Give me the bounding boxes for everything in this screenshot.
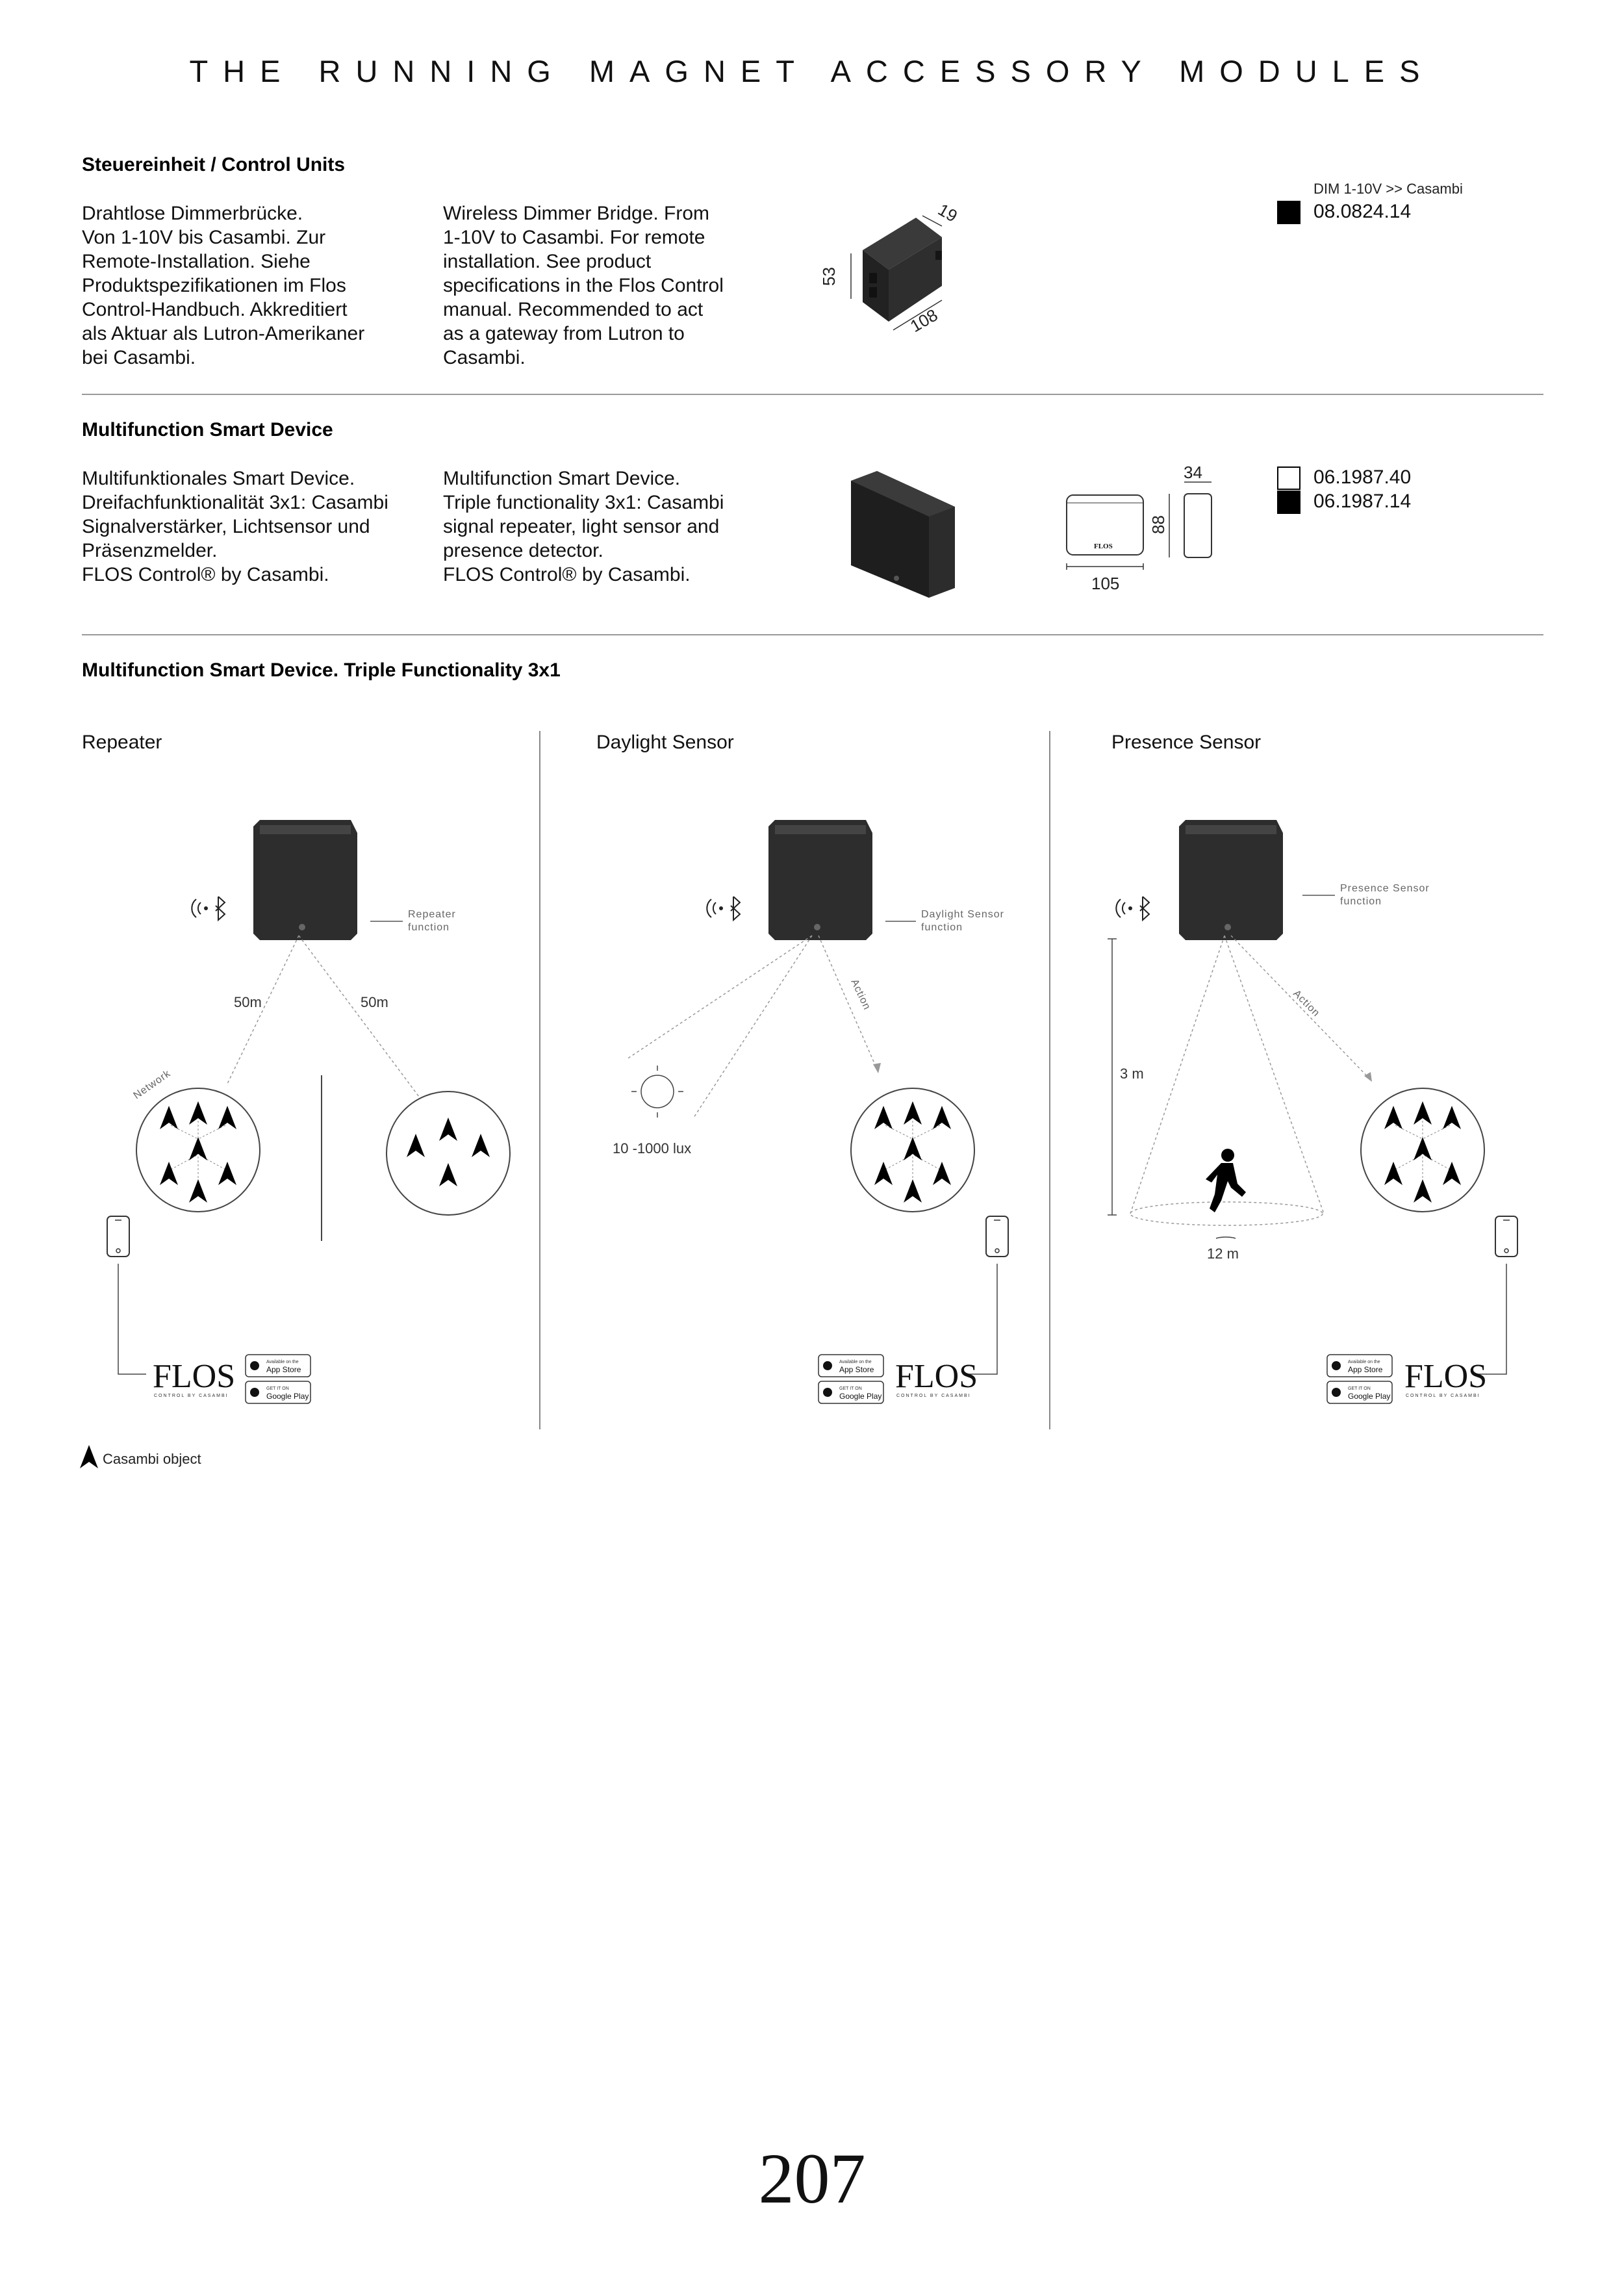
dim-length: 108	[907, 305, 941, 337]
flos-logo: FLOS	[153, 1358, 236, 1395]
dim-depth: 19	[935, 199, 961, 226]
smart-device-text-de: Multifunktionales Smart Device. Dreifachfunktionalität 3x1: Casambi Signalverstärker, Lichtsensor und Präsenzmelder. FLOS Control® by Casambi.	[82, 468, 388, 585]
device-logo: FLOS	[1094, 543, 1113, 550]
smart-device	[768, 820, 872, 940]
dim-height: 53	[819, 267, 839, 286]
sun-icon	[631, 1066, 683, 1118]
casambi-network-cluster	[851, 1088, 974, 1212]
svg-text:Google Play: Google Play	[1348, 1392, 1391, 1401]
section-title-triple: Multifunction Smart Device. Triple Functionality 3x1	[82, 659, 561, 681]
flos-logo: FLOS	[895, 1358, 978, 1395]
flos-sub: CONTROL BY CASAMBI	[154, 1394, 229, 1398]
wireless-bluetooth-icon	[707, 897, 740, 920]
distance-right: 50m	[361, 994, 388, 1010]
page-title: THE RUNNING MAGNET ACCESSORY MODULES	[189, 54, 1435, 88]
svg-text:Available on the: Available on the	[1348, 1360, 1380, 1364]
panel-title-daylight: Daylight Sensor	[596, 732, 734, 753]
panel-title-presence: Presence Sensor	[1111, 732, 1262, 753]
height-label: 3 m	[1120, 1066, 1144, 1082]
flos-sub: CONTROL BY CASAMBI	[896, 1394, 971, 1398]
article-code: 08.0824.14	[1313, 201, 1412, 222]
svg-text:GET IT ON: GET IT ON	[839, 1386, 862, 1391]
page-number: 207	[758, 2139, 866, 2218]
flos-sub: CONTROL BY CASAMBI	[1406, 1394, 1480, 1398]
phone-icon	[1495, 1216, 1517, 1257]
wireless-bluetooth-icon	[192, 897, 225, 920]
phone-icon	[986, 1216, 1008, 1257]
panel-title-repeater: Repeater	[82, 732, 162, 753]
casambi-object	[439, 1163, 457, 1186]
svg-text:App Store: App Store	[1348, 1365, 1383, 1374]
svg-text:GET IT ON: GET IT ON	[266, 1386, 289, 1391]
svg-text:GET IT ON: GET IT ON	[1348, 1386, 1371, 1391]
casambi-network-cluster	[136, 1088, 260, 1212]
smart-device-text-en: Multifunction Smart Device. Triple functionality 3x1: Casambi signal repeater, light sensor and presence detector. FLOS Control® by Casambi.	[443, 468, 724, 585]
section-title-smart-device: Multifunction Smart Device	[82, 419, 333, 441]
action-label: Action	[848, 977, 873, 1012]
smart-device	[253, 820, 357, 940]
svg-text:Available on the: Available on the	[266, 1360, 299, 1364]
dim-height: 88	[1148, 515, 1168, 534]
casambi-object-legend-icon	[80, 1445, 98, 1468]
legend-label: Casambi object	[103, 1451, 201, 1467]
function-label: Daylight Sensor function	[921, 909, 1004, 933]
casambi-object	[439, 1118, 457, 1141]
function-label: Presence Sensor function	[1340, 883, 1430, 907]
svg-text:App Store: App Store	[839, 1365, 874, 1374]
casambi-network-cluster	[1361, 1088, 1484, 1212]
range-label: 12 m	[1207, 1246, 1239, 1262]
svg-text:Google Play: Google Play	[266, 1392, 309, 1401]
phone-icon	[107, 1216, 129, 1257]
function-label: Repeater function	[408, 909, 456, 933]
svg-text:Available on the: Available on the	[839, 1360, 872, 1364]
walking-person-icon	[1206, 1149, 1246, 1212]
control-units-text-en: Wireless Dimmer Bridge. From 1-10V to Casambi. For remote installation. See product specifications in the Flos Control manual. Recommended to act as a gateway from Lutron to Casambi.	[443, 203, 724, 368]
svg-text:App Store: App Store	[266, 1365, 301, 1374]
dim-width: 105	[1091, 574, 1120, 593]
casambi-network-cluster-small	[387, 1092, 510, 1215]
variant-label: DIM 1-10V >> Casambi	[1313, 181, 1463, 197]
smart-device	[1179, 820, 1283, 940]
casambi-object	[407, 1134, 425, 1157]
control-units-text-de: Drahtlose Dimmerbrücke. Von 1-10V bis Casambi. Zur Remote-Installation. Siehe Produktspezifikationen im Flos Control-Handbuch. Akkreditiert als Aktuar als Lutron-Amerikaner bei Casambi.	[82, 203, 365, 368]
wireless-bluetooth-icon	[1116, 897, 1149, 920]
network-label: Network	[131, 1067, 173, 1102]
article-code-black: 06.1987.14	[1313, 491, 1412, 512]
distance-left: 50m	[234, 994, 262, 1010]
article-code-white: 06.1987.40	[1313, 466, 1412, 488]
casambi-object	[472, 1134, 490, 1157]
dim-depth: 34	[1184, 463, 1202, 482]
section-title-control-units: Steuereinheit / Control Units	[82, 154, 346, 175]
action-label: Action	[1291, 988, 1322, 1019]
svg-text:Google Play: Google Play	[839, 1392, 882, 1401]
flos-logo: FLOS	[1404, 1358, 1488, 1395]
lux-label: 10 -1000 lux	[613, 1140, 692, 1156]
